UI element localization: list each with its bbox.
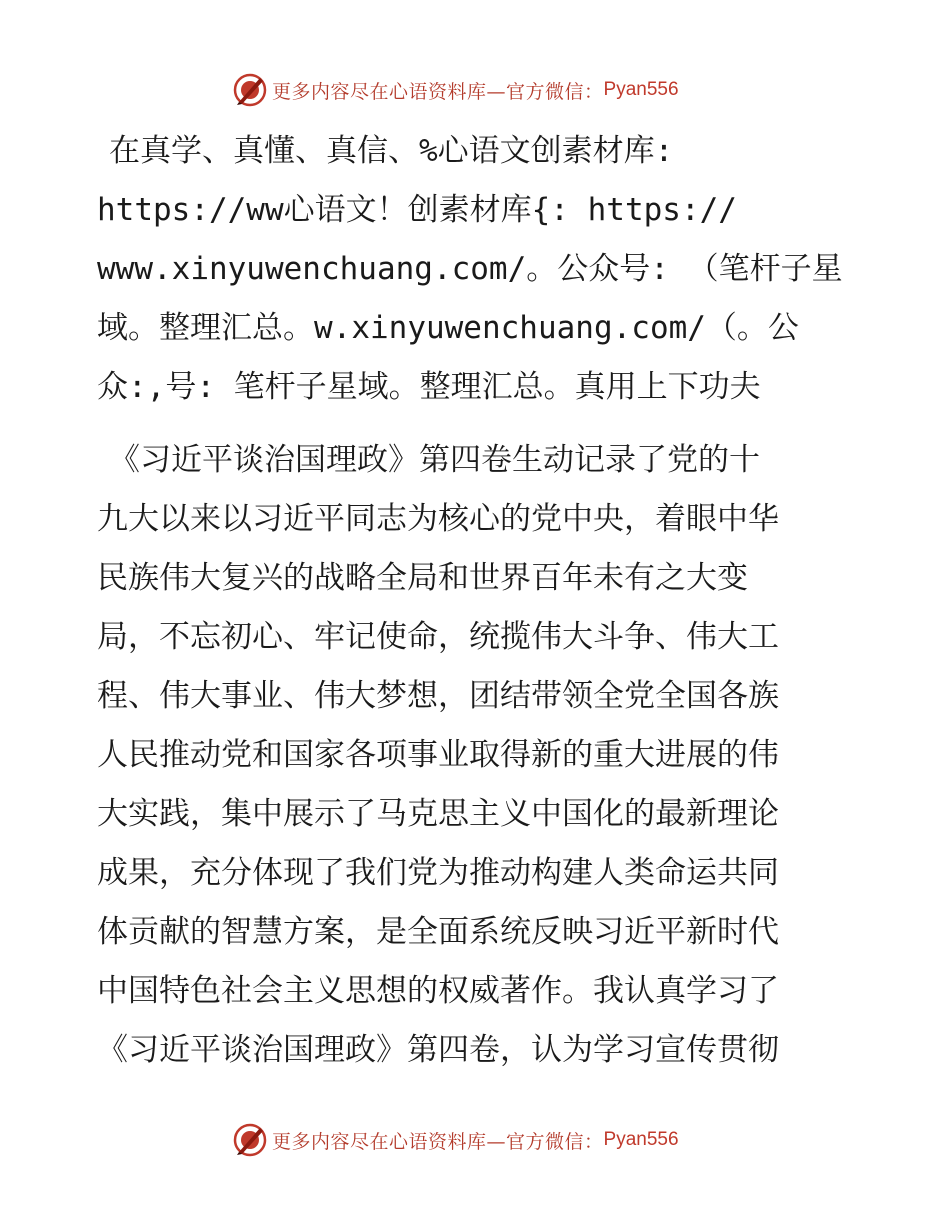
text-line: 人民推动党和国家各项事业取得新的重大进展的伟 — [97, 737, 779, 773]
pen-logo-icon — [232, 72, 268, 108]
text-line: https://ww心语文！创素材库{: https:// — [97, 192, 737, 228]
text-line: www.xinyuwenchuang.com/。公众号: （笔杆子星 — [97, 251, 843, 287]
text-line: 体贡献的智慧方案，是全面系统反映习近平新时代 — [97, 914, 779, 950]
text-line: 众:,号: 笔杆子星域。整理汇总。真用上下功夫 — [97, 369, 761, 405]
intro-text-block — [97, 122, 857, 417]
text-line: 域。整理汇总。w.xinyuwenchuang.com/（。公 — [97, 310, 799, 346]
text-line: 九大以来以习近平同志为核心的党中央，着眼中华 — [97, 501, 779, 537]
footer-banner — [232, 1120, 712, 1160]
text-line: 民族伟大复兴的战略全局和世界百年未有之大变 — [97, 560, 748, 596]
pen-logo-icon — [232, 1122, 268, 1158]
text-line: 程、伟大事业、伟大梦想，团结带领全党全国各族 — [97, 678, 779, 714]
header-banner — [232, 70, 712, 110]
header-wechat-id: Pyan556 — [603, 79, 679, 100]
text-line: 《习近平谈治国理政》第四卷生动记录了党的十 — [109, 442, 760, 478]
text-line: 在真学、真懂、真信、%心语文创素材库: — [109, 133, 674, 169]
text-line: 成果，充分体现了我们党为推动构建人类命运共同 — [97, 855, 779, 891]
header-banner-text: 更多内容尽在心语资料库—官方微信： — [272, 80, 604, 103]
body-paragraph — [97, 431, 857, 1080]
text-line: 中国特色社会主义思想的权威著作。我认真学习了 — [97, 973, 779, 1009]
text-line: 《习近平谈治国理政》第四卷，认为学习宣传贯彻 — [97, 1032, 779, 1068]
text-line: 局，不忘初心、牢记使命，统揽伟大斗争、伟大工 — [97, 619, 779, 655]
footer-banner-text: 更多内容尽在心语资料库—官方微信： — [272, 1130, 604, 1153]
text-line: 大实践，集中展示了马克思主义中国化的最新理论 — [97, 796, 779, 832]
footer-wechat-id: Pyan556 — [603, 1129, 679, 1150]
